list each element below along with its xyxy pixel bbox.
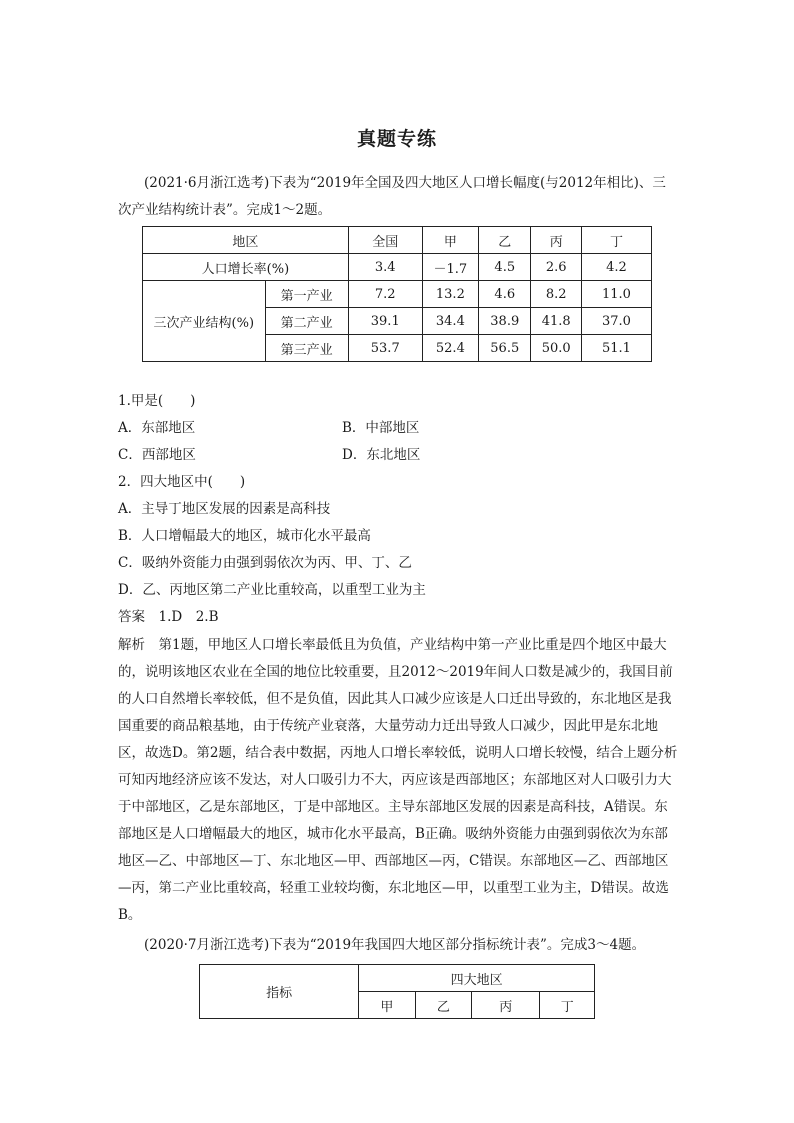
- table-header-cell: 甲: [422, 227, 478, 254]
- table-row: [143, 281, 652, 308]
- table-cell: 34.4: [422, 308, 478, 335]
- table-cell: 4.6: [479, 281, 531, 308]
- question-1-option-c: C．西部地区: [118, 447, 196, 463]
- question-2-option-a: A．主导丁地区发展的因素是高科技: [118, 501, 331, 517]
- table-cell: 56.5: [479, 335, 531, 362]
- row-label: 第二产业: [265, 308, 348, 335]
- table-cell: 41.8: [531, 308, 581, 335]
- table-header-cell: 丙: [531, 227, 581, 254]
- table-cell: 50.0: [531, 335, 581, 362]
- table-cell: 52.4: [422, 335, 478, 362]
- table-cell: 7.2: [348, 281, 422, 308]
- table-header-cell: 全国: [348, 227, 422, 254]
- table-cell: －1.7: [422, 254, 478, 281]
- data-table-1: [142, 226, 652, 362]
- column-header: 乙: [415, 992, 471, 1019]
- group-header: 四大地区: [359, 965, 595, 992]
- table-cell: 51.1: [581, 335, 651, 362]
- question-1-stem: 1.甲是( ): [118, 393, 196, 409]
- table-header-cell: 丁: [581, 227, 651, 254]
- question-2-option-d: D．乙、丙地区第二产业比重较高，以重型工业为主: [118, 582, 426, 598]
- question-1-option-a: A．东部地区: [118, 420, 196, 436]
- row-group-label: 三次产业结构(%): [143, 281, 266, 362]
- table-row: [143, 254, 652, 281]
- table-cell: 53.7: [348, 335, 422, 362]
- question-2-stem: 2．四大地区中( ): [118, 474, 246, 490]
- answer-line: 答案 1.D 2.B: [118, 609, 219, 625]
- table-cell: 8.2: [531, 281, 581, 308]
- table-cell: 13.2: [422, 281, 478, 308]
- row-label: 人口增长率(%): [143, 254, 349, 281]
- table-cell: 11.0: [581, 281, 651, 308]
- question-1-option-d: D．东北地区: [342, 447, 421, 463]
- row-label: 第三产业: [265, 335, 348, 362]
- table-header-row: [200, 965, 595, 992]
- question-intro-2: (2020·7月浙江选考)下表为“2019年我国四大地区部分指标统计表”。完成3～4题。: [144, 937, 646, 953]
- question-1-option-b: B．中部地区: [342, 420, 420, 436]
- table-header-row: [143, 227, 652, 254]
- question-2-option-b: B．人口增幅最大的地区，城市化水平最高: [118, 528, 371, 544]
- table-cell: 37.0: [581, 308, 651, 335]
- question-2-option-c: C．吸纳外资能力由强到弱依次为丙、甲、丁、乙: [118, 555, 412, 571]
- page-title: 真题专练: [356, 128, 437, 150]
- question-intro-1: (2021·6月浙江选考)下表为“2019年全国及四大地区人口增长幅度(与2012年相比)、三次产业结构统计表”。完成1～2题。: [118, 175, 666, 218]
- table-cell: 2.6: [531, 254, 581, 281]
- indicator-header: 指标: [200, 965, 359, 1019]
- table-cell: 38.9: [479, 308, 531, 335]
- table-cell: 3.4: [348, 254, 422, 281]
- row-label: 第一产业: [265, 281, 348, 308]
- analysis-text: 解析 第1题，甲地区人口增长率最低且为负值，产业结构中第一产业比重是四个地区中最大的，说明该地区农业在全国的地位比较重要，且2012～2019年间人口数是减少的，我国目前的人口自然增长率较低，但不是负值，因此其人口减少应该是人口迁出导致的，东北地区是我国重要的商品粮基地，由于传统产业衰落，大量劳动力迁出导致人口减少，因此甲是东北地区，故选D。第2题，结合表中数据，丙地人口增长率较低，说明人口增长较慢，结合上题分析可知丙地经济应该不发达，对人口吸引力不大，丙应该是西部地区；东部地区对人口吸引力大于中部地区，乙是东部地区，丁是中部地区。主导东部地区发展的因素是高科技，A错误。东部地区是人口增幅最大的地区，城市化水平最高，B正确。吸纳外资能力由强到弱依次为东部地区—乙、中部地区—丁、东北地区—甲、西部地区—丙，C错误。东部地区—乙、西部地区—丙，第二产业比重较高，轻重工业较均衡，东北地区—甲，以重型工业为主，D错误。故选B。: [118, 637, 678, 923]
- table-header-cell: 乙: [479, 227, 531, 254]
- table-header-cell: 地区: [143, 227, 349, 254]
- data-table-2: [199, 964, 595, 1019]
- table-cell: 39.1: [348, 308, 422, 335]
- table-cell: 4.5: [479, 254, 531, 281]
- column-header: 丁: [540, 992, 595, 1019]
- column-header: 甲: [359, 992, 415, 1019]
- table-cell: 4.2: [581, 254, 651, 281]
- column-header: 丙: [472, 992, 540, 1019]
